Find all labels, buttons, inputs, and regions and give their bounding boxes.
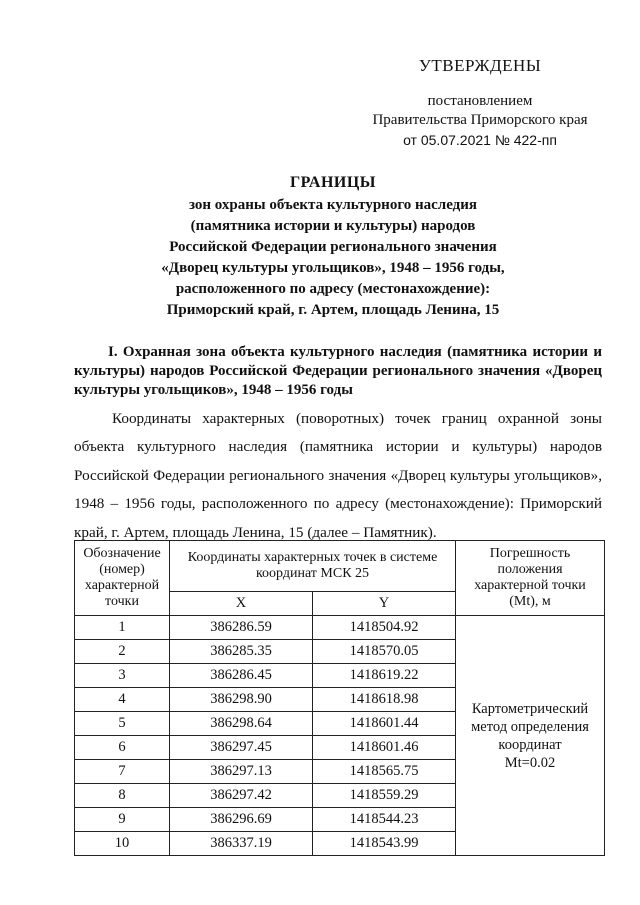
heading-line: Приморский край, г. Артем, площадь Ленина, 15 xyxy=(166,302,500,318)
body-paragraph: Координаты характерных (поворотных) точек границ охранной зоны объекта культурного наследия (памятника истории и культуры) народов Российской Федерации регионального значения «Дворец культуры угольщиков», 1948 – 1956 годы, расположенного по адресу (местонахождение): Приморский край, г. Артем, площадь Ленина, 15 (далее – Памятник). xyxy=(74,410,602,541)
heading-line: расположенного по адресу (местонахождение): xyxy=(175,281,491,297)
header-error-line: характерной точки xyxy=(474,578,586,593)
point-number: 6 xyxy=(75,736,170,760)
coord-y: 1418543.99 xyxy=(313,832,456,856)
coord-x: 386297.45 xyxy=(170,736,313,760)
header-point-line: точки xyxy=(105,594,139,609)
coord-y: 1418619.22 xyxy=(313,664,456,688)
coord-x: 386297.13 xyxy=(170,760,313,784)
header-x: X xyxy=(170,592,313,616)
header-point-line: (номер) xyxy=(99,562,145,577)
approval-block xyxy=(360,56,600,150)
coord-y: 1418504.92 xyxy=(313,616,456,640)
heading-line: зон охраны объекта культурного наследия xyxy=(188,197,478,213)
heading-line: «Дворец культуры угольщиков», 1948 – 1956 годы, xyxy=(161,260,505,276)
coord-y: 1418618.98 xyxy=(313,688,456,712)
point-number: 4 xyxy=(75,688,170,712)
coord-y: 1418601.46 xyxy=(313,736,456,760)
coord-x: 386337.19 xyxy=(170,832,313,856)
point-number: 3 xyxy=(75,664,170,688)
heading-main: ГРАНИЦЫ xyxy=(289,174,376,191)
point-number: 10 xyxy=(75,832,170,856)
coord-x: 386298.64 xyxy=(170,712,313,736)
table-row xyxy=(75,616,605,640)
coord-y: 1418570.05 xyxy=(313,640,456,664)
header-coordinates-line: Координаты характерных точек в системе xyxy=(187,550,438,565)
approval-order: от 05.07.2021 № 422-пп xyxy=(403,132,557,148)
section-title: I. Охранная зона объекта культурного наследия (памятника истории и культуры) народов Российской Федерации регионального значения «Дворец культуры угольщиков», 1948 – 1956 годы xyxy=(74,344,602,398)
point-number: 8 xyxy=(75,784,170,808)
coord-y: 1418544.23 xyxy=(313,808,456,832)
error-note-line: метод определения xyxy=(471,718,589,735)
coordinates-table xyxy=(74,540,605,856)
point-number: 9 xyxy=(75,808,170,832)
error-note xyxy=(456,616,605,856)
point-number: 1 xyxy=(75,616,170,640)
coord-x: 386297.42 xyxy=(170,784,313,808)
coord-x: 386296.69 xyxy=(170,808,313,832)
header-error xyxy=(456,541,605,616)
document-heading xyxy=(70,172,596,321)
coord-y: 1418565.75 xyxy=(313,760,456,784)
header-point-line: характерной xyxy=(84,578,160,593)
header-point-line: Обозначение xyxy=(83,546,161,561)
coord-y: 1418559.29 xyxy=(313,784,456,808)
header-y: Y xyxy=(313,592,456,616)
coord-x: 386286.59 xyxy=(170,616,313,640)
error-note-line: координат xyxy=(498,736,562,753)
coord-y: 1418601.44 xyxy=(313,712,456,736)
heading-line: (памятника истории и культуры) народов xyxy=(190,218,476,234)
approval-title: УТВЕРЖДЕНЫ xyxy=(418,56,542,75)
header-coordinates-line: координат МСК 25 xyxy=(255,566,370,581)
error-note-line: Mt=0.02 xyxy=(504,754,556,771)
header-point xyxy=(75,541,170,616)
approval-line-1: постановлением xyxy=(427,93,533,109)
header-error-line: Погрешность xyxy=(489,546,571,561)
coord-x: 386286.45 xyxy=(170,664,313,688)
header-error-line: (Mt), м xyxy=(509,594,551,609)
error-note-line: Картометрический xyxy=(471,700,589,717)
approval-line-2: Правительства Приморского края xyxy=(372,112,588,128)
coord-x: 386298.90 xyxy=(170,688,313,712)
header-error-line: положения xyxy=(497,562,563,577)
heading-line: Российской Федерации регионального значения xyxy=(169,239,497,255)
point-number: 7 xyxy=(75,760,170,784)
header-coordinates xyxy=(170,541,456,592)
point-number: 5 xyxy=(75,712,170,736)
coord-x: 386285.35 xyxy=(170,640,313,664)
point-number: 2 xyxy=(75,640,170,664)
